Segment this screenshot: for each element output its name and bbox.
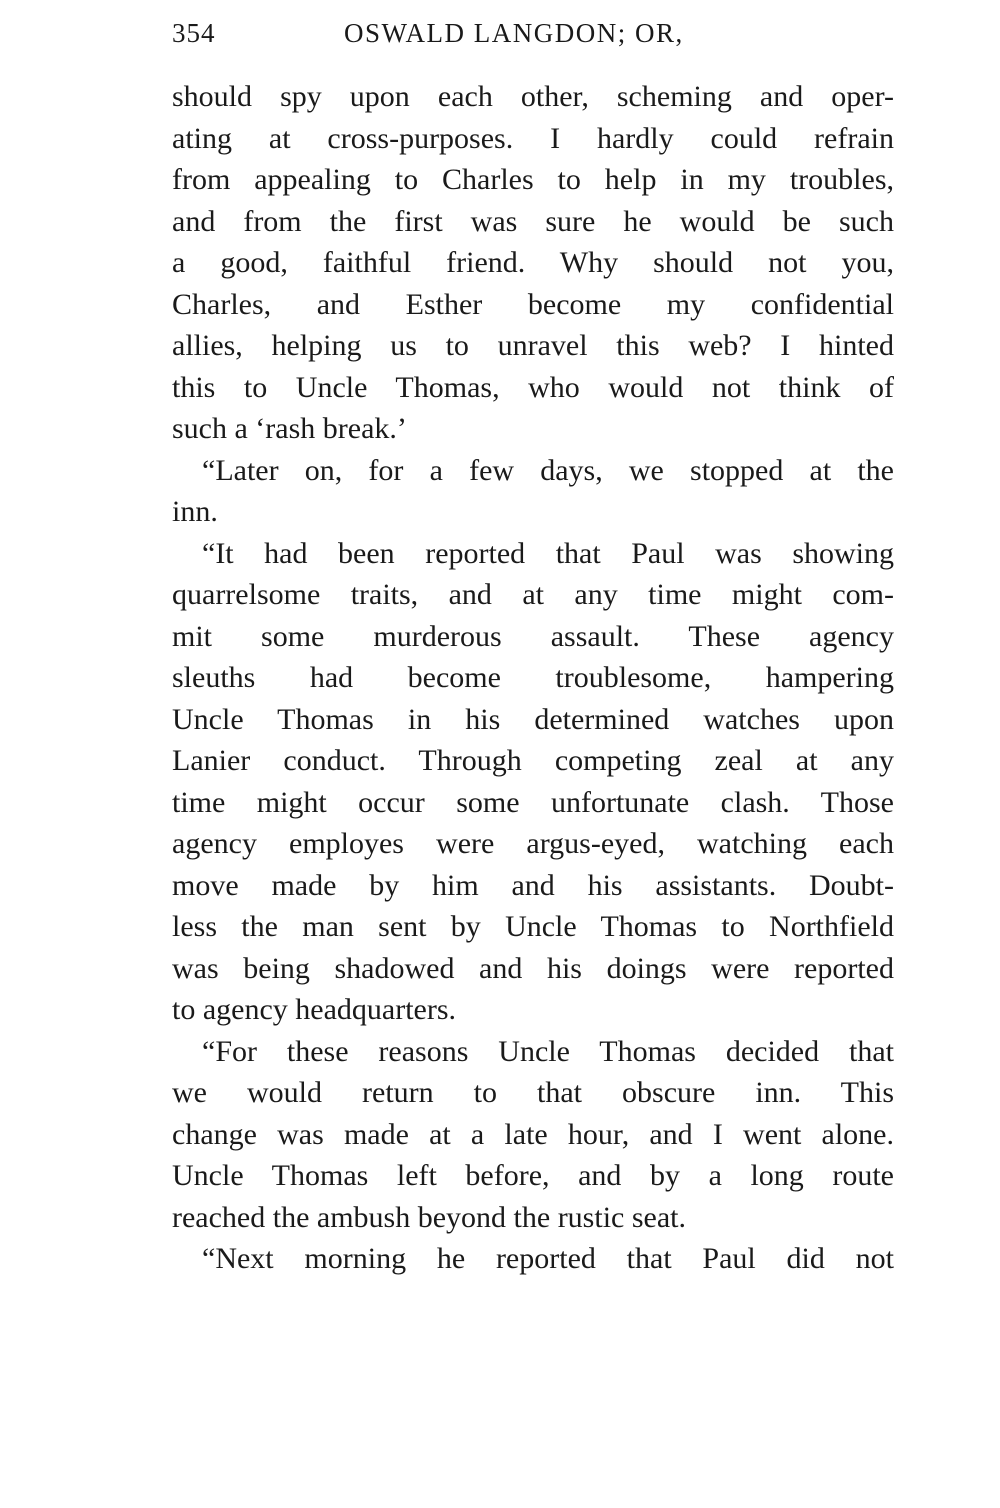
- text-line: this to Uncle Thomas, who would not think of: [172, 370, 894, 404]
- page-number: 354: [172, 18, 216, 48]
- text-line: and from the first was sure he would be such: [172, 204, 894, 238]
- text-line: to agency headquarters.: [172, 993, 457, 1026]
- text-line: mit some murderous assault. These agency: [172, 619, 894, 653]
- body-text: [172, 76, 894, 1280]
- page-header: [172, 18, 902, 58]
- text-line: reached the ambush beyond the rustic seat.: [172, 1200, 686, 1234]
- running-title: OSWALD LANGDON; OR,: [344, 18, 684, 48]
- text-line: we would return to that obscure inn. This: [172, 1076, 894, 1109]
- text-line: should spy upon each other, scheming and oper-: [172, 80, 894, 113]
- text-line: inn.: [172, 495, 218, 528]
- text-line: Charles, and Esther become my confidential: [172, 287, 894, 321]
- text-line: sleuths had become troublesome, hampering: [172, 661, 894, 694]
- text-line: change was made at a late hour, and I went alone.: [172, 1117, 894, 1151]
- text-line: Uncle Thomas left before, and by a long route: [172, 1159, 894, 1192]
- text-line: was being shadowed and his doings were reported: [172, 951, 894, 985]
- text-line: ating at cross-purposes. I hardly could refrain: [172, 121, 894, 155]
- text-line: Uncle Thomas in his determined watches upon: [172, 702, 894, 736]
- text-line: less the man sent by Uncle Thomas to Northfield: [172, 910, 894, 943]
- text-line: from appealing to Charles to help in my troubles,: [172, 163, 894, 196]
- text-line: time might occur some unfortunate clash. Those: [172, 785, 894, 819]
- text-line: Lanier conduct. Through competing zeal at any: [172, 744, 894, 777]
- text-line: move made by him and his assistants. Doubt-: [172, 868, 894, 902]
- text-line: a good, faithful friend. Why should not you,: [172, 246, 894, 279]
- text-line: such a ‘rash break.’: [172, 412, 407, 445]
- text-line: “For these reasons Uncle Thomas decided that: [202, 1034, 894, 1068]
- text-line: “Next morning he reported that Paul did not: [202, 1242, 894, 1275]
- text-line: quarrelsome traits, and at any time might com-: [172, 578, 894, 611]
- text-line: agency employes were argus-eyed, watching each: [172, 827, 894, 860]
- text-line: “It had been reported that Paul was showing: [202, 536, 894, 570]
- text-line: “Later on, for a few days, we stopped at the: [202, 453, 894, 487]
- text-line: allies, helping us to unravel this web? I hinted: [172, 329, 894, 362]
